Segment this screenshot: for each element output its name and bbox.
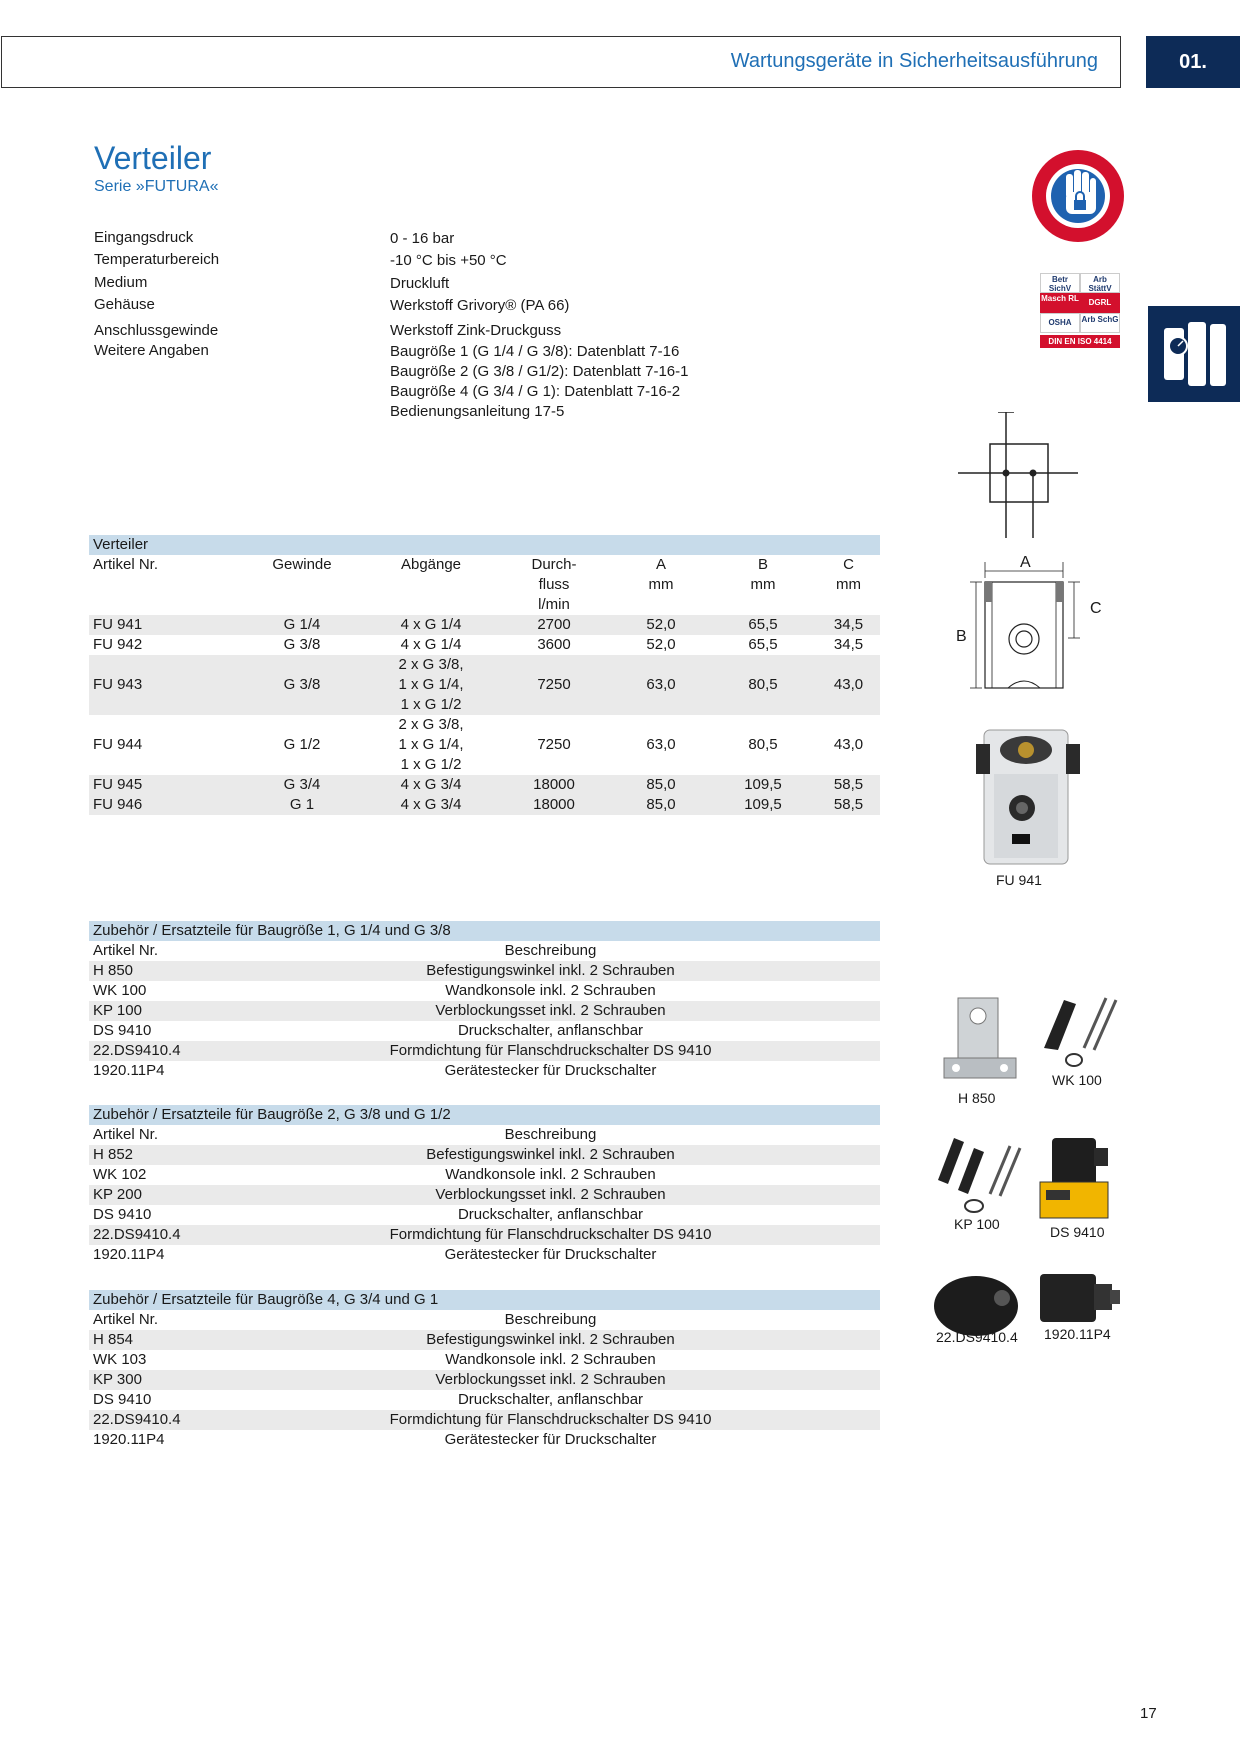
spec-value: 0 - 16 bar	[390, 230, 455, 247]
dimension-label-a: A	[1020, 554, 1031, 571]
safety-seal-text	[1030, 148, 1126, 244]
column-header: Beschreibung	[504, 1126, 597, 1143]
table-row: 22.DS9410.4 Formdichtung für Flanschdruckschalter DS 9410	[89, 1225, 880, 1245]
column-header: Durch- fluss l/min	[531, 556, 577, 613]
table-row: WK 102 Wandkonsole inkl. 2 Schrauben	[93, 1166, 656, 1183]
table-row: KP 100 Verblockungsset inkl. 2 Schrauben	[89, 1001, 880, 1021]
column-header: Gewinde	[272, 556, 332, 573]
table-row: 22.DS9410.4 Formdichtung für Flanschdruckschalter DS 9410	[89, 1041, 880, 1061]
spec-value: Werkstoff Grivory® (PA 66)	[390, 297, 570, 314]
table-row: FU 944 G 1/2 2 x G 3/8, 1 x G 1/4, 1 x G 1/2 7250 63,0 80,5 43,0	[93, 716, 864, 773]
table-row: KP 300 Verblockungsset inkl. 2 Schrauben	[89, 1370, 880, 1390]
ds9410-caption: DS 9410	[1050, 1224, 1105, 1240]
spec-value: Werkstoff Zink-Druckguss	[390, 322, 562, 339]
regulation-badges	[1040, 273, 1120, 348]
table-row: FU 945 G 3/4 4 x G 3/4 18000 85,0 109,5 58,5	[89, 775, 880, 795]
badge-item: Betr SichV	[1040, 273, 1080, 293]
maintenance-unit-icon	[1148, 306, 1240, 402]
badge-item: Arb SchG	[1080, 313, 1120, 333]
spec-value: Bedienungsanleitung 17-5	[390, 403, 565, 420]
table-row: DS 9410 Druckschalter, anflanschbar	[93, 1206, 644, 1223]
distributor-circuit-symbol	[958, 412, 1078, 538]
table-row: KP 200 Verblockungsset inkl. 2 Schrauben	[89, 1185, 880, 1205]
bracket-image	[940, 994, 1020, 1088]
spec-value: Baugröße 1 (G 1/4 / G 3/8): Datenblatt 7-16	[390, 343, 680, 360]
table-section-title: Verteiler	[89, 535, 880, 555]
spec-label: Temperaturbereich	[94, 251, 220, 268]
header-bar	[1, 36, 1121, 88]
table-row: WK 100 Wandkonsole inkl. 2 Schrauben	[93, 982, 656, 999]
column-header: B mm	[750, 556, 776, 593]
iso-badge: DIN EN ISO 4414	[1040, 335, 1120, 348]
page-subtitle: Serie »FUTURA«	[94, 178, 219, 195]
badge-item: DGRL	[1080, 293, 1120, 313]
column-header: Artikel Nr.	[93, 1311, 159, 1328]
distributor-table	[89, 535, 880, 815]
spec-value: -10 °C bis +50 °C	[390, 252, 507, 269]
dimension-drawing	[950, 552, 1100, 702]
column-header: Artikel Nr.	[93, 942, 159, 959]
wall-bracket-image	[1034, 988, 1124, 1068]
table-row: H 850 Befestigungswinkel inkl. 2 Schrauben	[89, 961, 880, 981]
dimension-label-c: C	[1090, 600, 1102, 617]
column-header: A mm	[648, 556, 674, 593]
table-row: 1920.11P4 Gerätestecker für Druckschalter	[93, 1431, 657, 1448]
column-header: Beschreibung	[504, 1311, 597, 1328]
table-row: FU 943 G 3/8 2 x G 3/8, 1 x G 1/4, 1 x G 1/2 7250 63,0 80,5 43,0	[89, 655, 880, 715]
gasket-caption: 22.DS9410.4	[936, 1329, 1018, 1345]
column-header: Abgänge	[400, 556, 462, 573]
table-row: H 852 Befestigungswinkel inkl. 2 Schrauben	[89, 1145, 880, 1165]
accessory-table-1	[89, 921, 880, 1081]
spec-value: Baugröße 2 (G 3/8 / G1/2): Datenblatt 7-16-1	[390, 363, 689, 380]
dimension-label-b: B	[956, 628, 967, 645]
spec-label: Weitere Angaben	[94, 342, 209, 359]
column-header: Beschreibung	[504, 942, 597, 959]
wk100-caption: WK 100	[1052, 1072, 1102, 1088]
spec-label: Gehäuse	[94, 296, 155, 313]
badge-item: Arb StättV	[1080, 273, 1120, 293]
interlock-kit-image	[930, 1130, 1026, 1216]
table-row: WK 103 Wandkonsole inkl. 2 Schrauben	[93, 1351, 656, 1368]
spec-label: Anschlussgewinde	[94, 322, 219, 339]
column-header: Artikel Nr.	[93, 1126, 159, 1143]
header-title: Wartungsgeräte in Sicherheitsausführung	[730, 50, 1098, 72]
accessory-table-2	[89, 1105, 880, 1265]
table-section-title: Zubehör / Ersatzteile für Baugröße 4, G 3/4 und G 1	[89, 1290, 880, 1310]
table-row: FU 941 G 1/4 4 x G 1/4 2700 52,0 65,5 34,5	[89, 615, 880, 635]
chapter-number: 01.	[1146, 36, 1240, 88]
column-header: Artikel Nr.	[93, 556, 159, 573]
accessory-table-3	[89, 1290, 880, 1450]
kp100-caption: KP 100	[954, 1216, 1000, 1232]
category-tab	[1148, 306, 1240, 402]
spec-value: Baugröße 4 (G 3/4 / G 1): Datenblatt 7-16-2	[390, 383, 681, 400]
product-caption: FU 941	[996, 872, 1042, 888]
table-row: H 854 Befestigungswinkel inkl. 2 Schrauben	[89, 1330, 880, 1350]
spec-value: Druckluft	[390, 275, 450, 292]
spec-label: Medium	[94, 274, 148, 291]
plug-connector-image	[1036, 1268, 1122, 1328]
plug-caption: 1920.11P4	[1044, 1326, 1111, 1342]
table-row: DS 9410 Druckschalter, anflanschbar	[93, 1022, 644, 1039]
table-row: DS 9410 Druckschalter, anflanschbar	[93, 1391, 644, 1408]
table-section-title: Zubehör / Ersatzteile für Baugröße 1, G 1/4 und G 3/8	[89, 921, 880, 941]
table-section-title: Zubehör / Ersatzteile für Baugröße 2, G 3/8 und G 1/2	[89, 1105, 880, 1125]
pressure-switch-image	[1032, 1134, 1122, 1224]
h850-caption: H 850	[958, 1090, 996, 1106]
badge-item: OSHA	[1040, 313, 1080, 333]
column-header: C mm	[836, 556, 861, 593]
table-row: FU 942 G 3/8 4 x G 1/4 3600 52,0 65,5 34,5	[93, 636, 864, 653]
table-row: 1920.11P4 Gerätestecker für Druckschalter	[93, 1062, 657, 1079]
table-row: 1920.11P4 Gerätestecker für Druckschalter	[93, 1246, 657, 1263]
table-row: 22.DS9410.4 Formdichtung für Flanschdruckschalter DS 9410	[89, 1410, 880, 1430]
table-row: FU 946 G 1 4 x G 3/4 18000 85,0 109,5 58,5	[89, 795, 880, 815]
page-title: Verteiler	[94, 140, 212, 176]
badge-item: Masch RL	[1040, 293, 1080, 313]
spec-label: Eingangsdruck	[94, 229, 194, 246]
product-image-fu941	[974, 724, 1084, 870]
page-number: 17	[1140, 1705, 1157, 1722]
